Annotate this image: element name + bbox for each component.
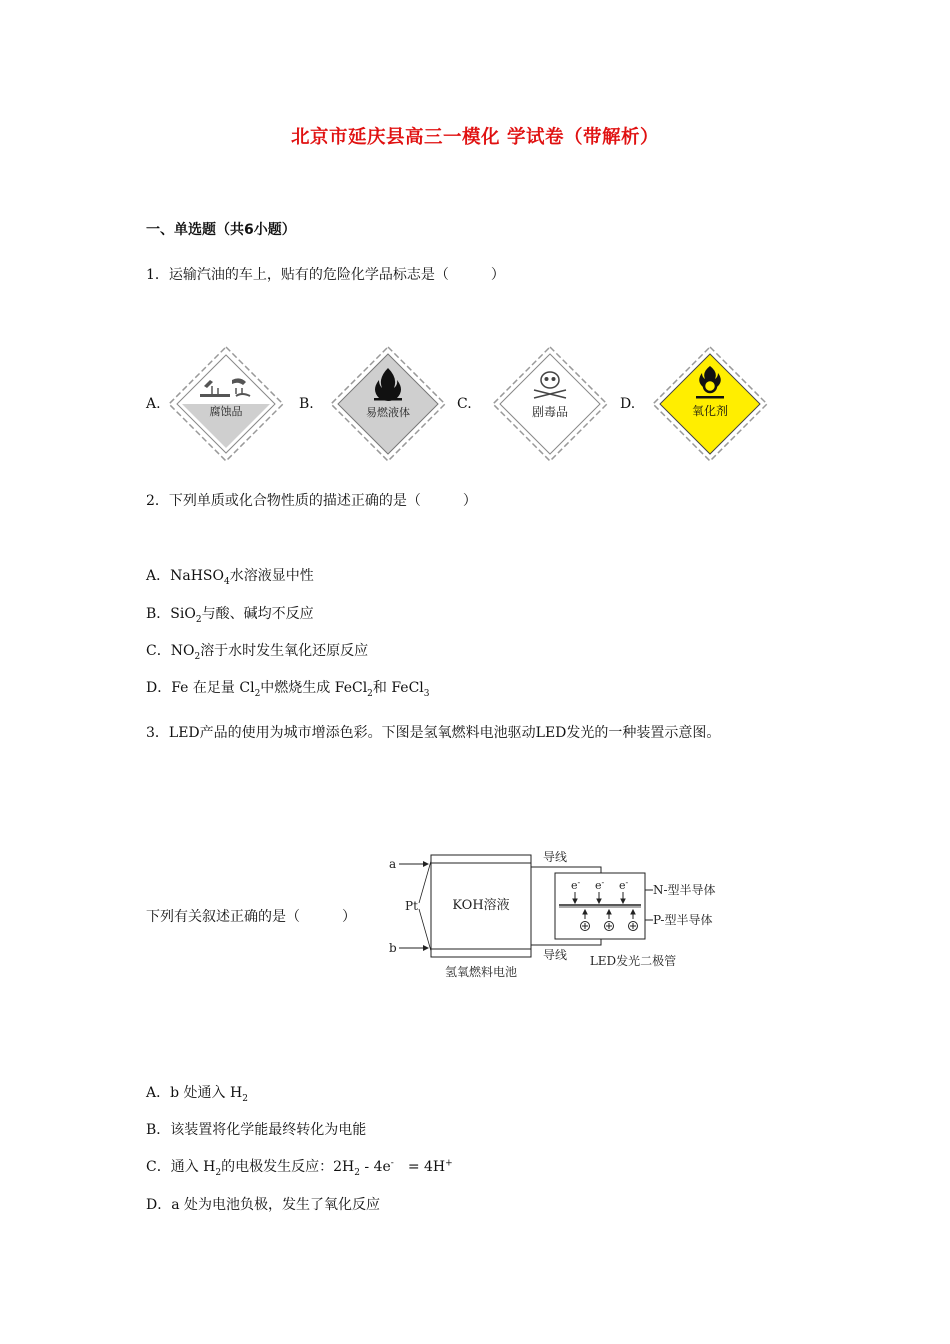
q3-option-d: D．a 处为电池负极，发生了氧化反应: [146, 1197, 381, 1213]
sign-b-label: 易燃液体: [366, 406, 410, 419]
page-title: 北京市延庆县高三一模化 学试卷（带解析）: [291, 127, 659, 148]
q1-option-b-letter: B.: [299, 396, 314, 412]
question-3-prompt: 下列有关叙述正确的是（ ）: [146, 909, 356, 925]
oxidizer-sign: [650, 344, 770, 464]
label-wire-top: 导线: [543, 850, 568, 864]
label-wire-bottom: 导线: [543, 948, 568, 962]
q3-option-a: A．b 处通入 $H_2$: [146, 1085, 248, 1104]
question-1-stem: 1．运输汽油的车上，贴有的危险化学品标志是（ ）: [146, 267, 505, 283]
fuel-cell-led-diagram: [385, 845, 745, 980]
svg-text:e-: e-: [619, 878, 629, 892]
label-a: a: [389, 857, 397, 871]
label-p-type: P-型半导体: [653, 913, 713, 927]
question-2-stem: 2．下列单质或化合物性质的描述正确的是（ ）: [146, 493, 477, 509]
label-b: b: [389, 941, 397, 955]
sign-d-label: 氧化剂: [691, 404, 729, 418]
corrosive-sign: [166, 344, 286, 464]
q1-option-a-letter: A.: [146, 396, 161, 412]
q1-option-d-letter: D.: [620, 396, 636, 412]
q2-option-d: D．Fe 在足量 $Cl_2$中燃烧生成 FeCl$_2$和 FeCl$_3$: [146, 680, 430, 699]
sign-c-label: 剧毒品: [531, 405, 569, 419]
q2-option-c: C．$NO_2$溶于水时发生氧化还原反应: [146, 643, 369, 662]
flammable-liquid-sign: [328, 344, 448, 464]
sign-a-label: 腐蚀品: [209, 405, 243, 418]
q1-option-c-letter: C.: [457, 396, 472, 412]
svg-text:e-: e-: [571, 878, 581, 892]
q3-option-c: C．通入 $H_2$的电极发生反应：$2H_2 - 4e^-$ = 4H+: [146, 1158, 453, 1178]
question-3-stem: 3．LED产品的使用为城市增添色彩。下图是氢氧燃料电池驱动LED发光的一种装置示意图。: [146, 725, 721, 741]
q2-option-a: A．NaHSO$_4$水溶液显中性: [146, 568, 314, 587]
label-koh: KOH溶液: [452, 898, 510, 913]
q2-option-b: B．SiO$_2$与酸、碱均不反应: [146, 606, 314, 625]
label-n-type: N-型半导体: [653, 883, 716, 897]
toxic-sign: [490, 344, 610, 464]
label-led: LED发光二极管: [589, 954, 677, 968]
label-fuel-cell: 氢氧燃料电池: [444, 965, 518, 979]
section-heading: 一、单选题（共6小题）: [146, 222, 296, 238]
q3-option-b: B．该装置将化学能最终转化为电能: [146, 1122, 367, 1138]
svg-text:e-: e-: [595, 878, 605, 892]
label-pt: Pt: [405, 899, 418, 913]
